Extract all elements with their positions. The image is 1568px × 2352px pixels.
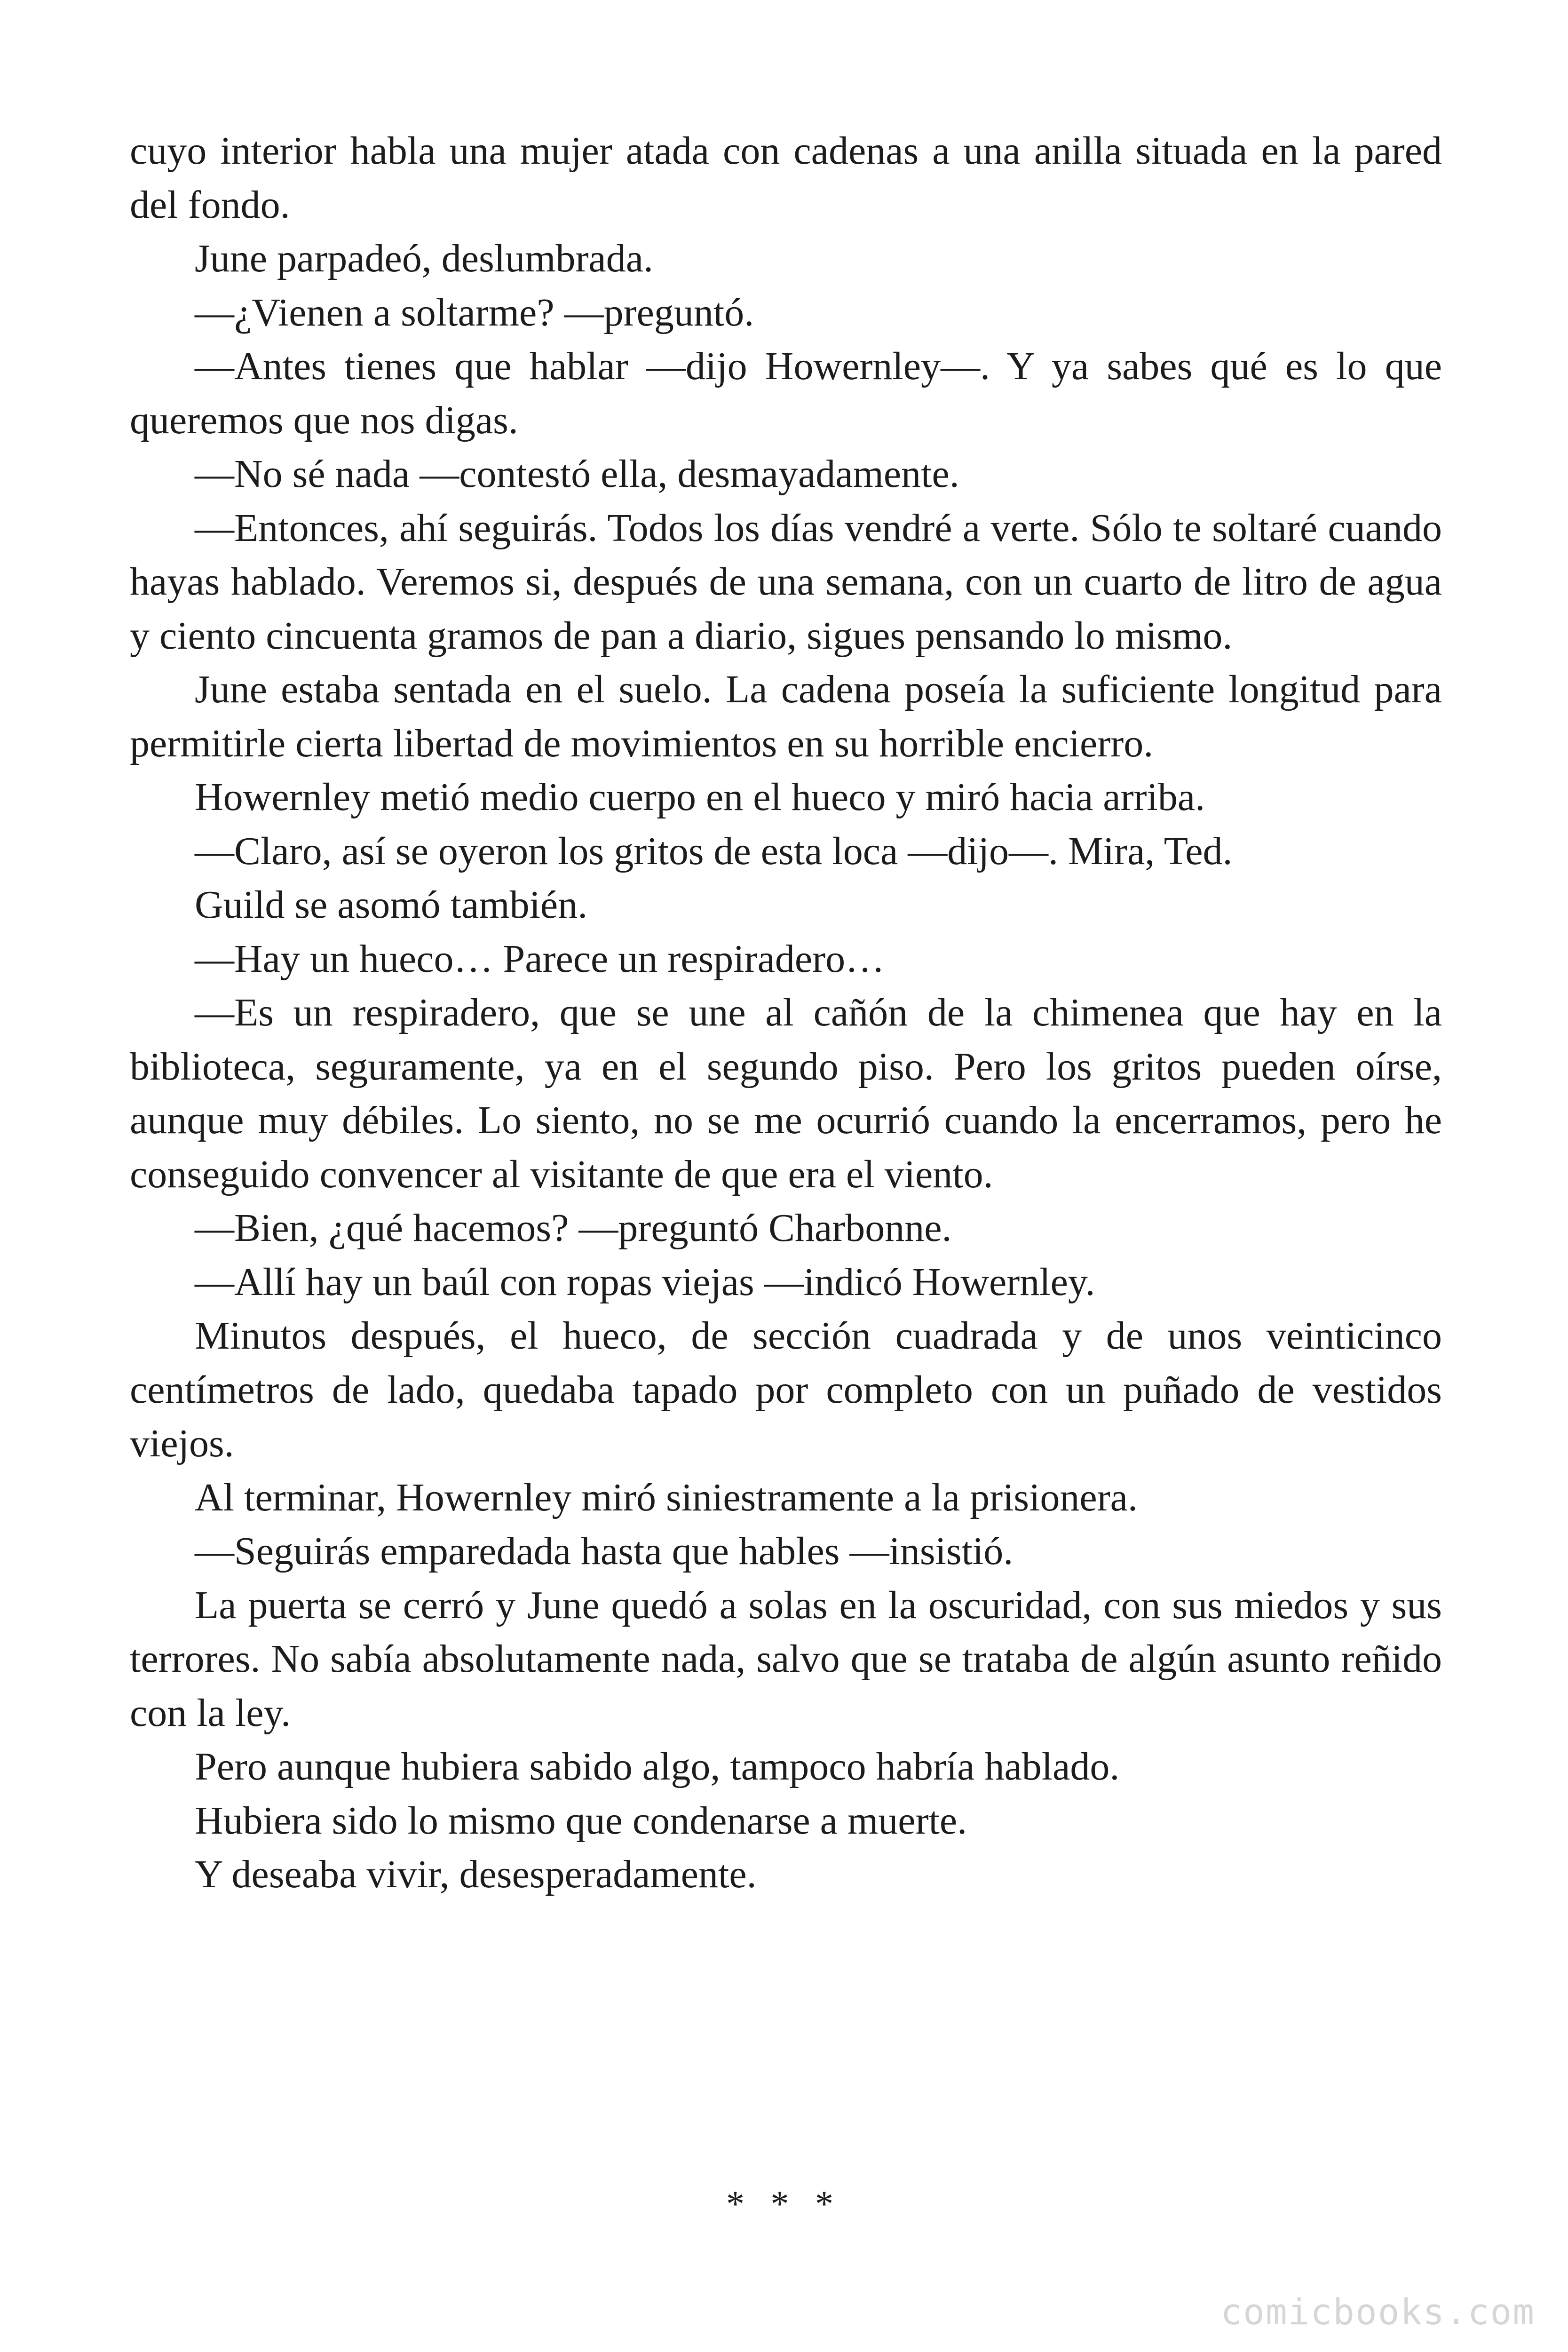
paragraph: La puerta se cerró y June quedó a solas en la oscuridad, con sus miedos y sus terrores. No sabía absolutamente nada, salvo que se trataba de algún asunto reñido con la ley. (130, 1583, 1442, 1735)
paragraph: —No sé nada —contestó ella, desmayadamente. (195, 452, 959, 496)
paragraph: —Bien, ¿qué hacemos? —preguntó Charbonne. (195, 1206, 952, 1250)
paragraph: Hubiera sido lo mismo que condenarse a muerte. (195, 1798, 967, 1843)
paragraph: —Antes tienes que hablar —dijo Howernley—. Y ya sabes qué es lo que queremos que nos digas. (130, 344, 1442, 442)
paragraph: Howernley metió medio cuerpo en el hueco y miró hacia arriba. (195, 775, 1205, 819)
section-separator: * * * (726, 2183, 842, 2224)
paragraph: Al terminar, Howernley miró siniestramente a la prisionera. (195, 1475, 1138, 1519)
paragraph: —Es un respiradero, que se une al cañón de la chimenea que hay en la biblioteca, seguramente, ya en el segundo piso. Pero los gritos pueden oírse, aunque muy débiles. Lo siento, no se me ocurrió cuando la encerramos, pero he conseguido convencer al visitante de que era el viento. (130, 991, 1442, 1196)
paragraph: Minutos después, el hueco, de sección cuadrada y de unos veinticinco centímetros de lado, quedaba tapado por completo con un puñado de vestidos viejos. (130, 1314, 1442, 1465)
paragraph: Guild se asomó también. (195, 883, 588, 927)
paragraph: —¿Vienen a soltarme? —preguntó. (195, 290, 754, 334)
paragraph: —Allí hay un baúl con ropas viejas —indicó Howernley. (195, 1260, 1095, 1304)
paragraph: June estaba sentada en el suelo. La cadena poseía la suficiente longitud para permitirle cierta libertad de movimientos en su horrible encierro. (130, 667, 1442, 765)
paragraph: —Hay un hueco… Parece un respiradero… (195, 937, 885, 981)
paragraph: June parpadeó, deslumbrada. (195, 237, 653, 280)
paragraph: —Seguirás emparedada hasta que hables —insistió. (195, 1529, 1014, 1573)
watermark: comicbooks.com (1220, 2291, 1535, 2333)
paragraph: —Claro, así se oyeron los gritos de esta loca —dijo—. Mira, Ted. (195, 829, 1233, 873)
body-text (130, 124, 1442, 1902)
paragraph: —Entonces, ahí seguirás. Todos los días vendré a verte. Sólo te soltaré cuando hayas hablado. Veremos si, después de una semana, con un cuarto de litro de agua y ciento cincuenta gramos de pan a diario, sigues pensando lo mismo. (130, 506, 1442, 658)
paragraph: cuyo interior habla una mujer atada con cadenas a una anilla situada en la pared del fondo. (130, 129, 1442, 227)
paragraph: Y deseaba vivir, desesperadamente. (195, 1852, 757, 1896)
paragraph: Pero aunque hubiera sabido algo, tampoco habría hablado. (195, 1745, 1120, 1788)
